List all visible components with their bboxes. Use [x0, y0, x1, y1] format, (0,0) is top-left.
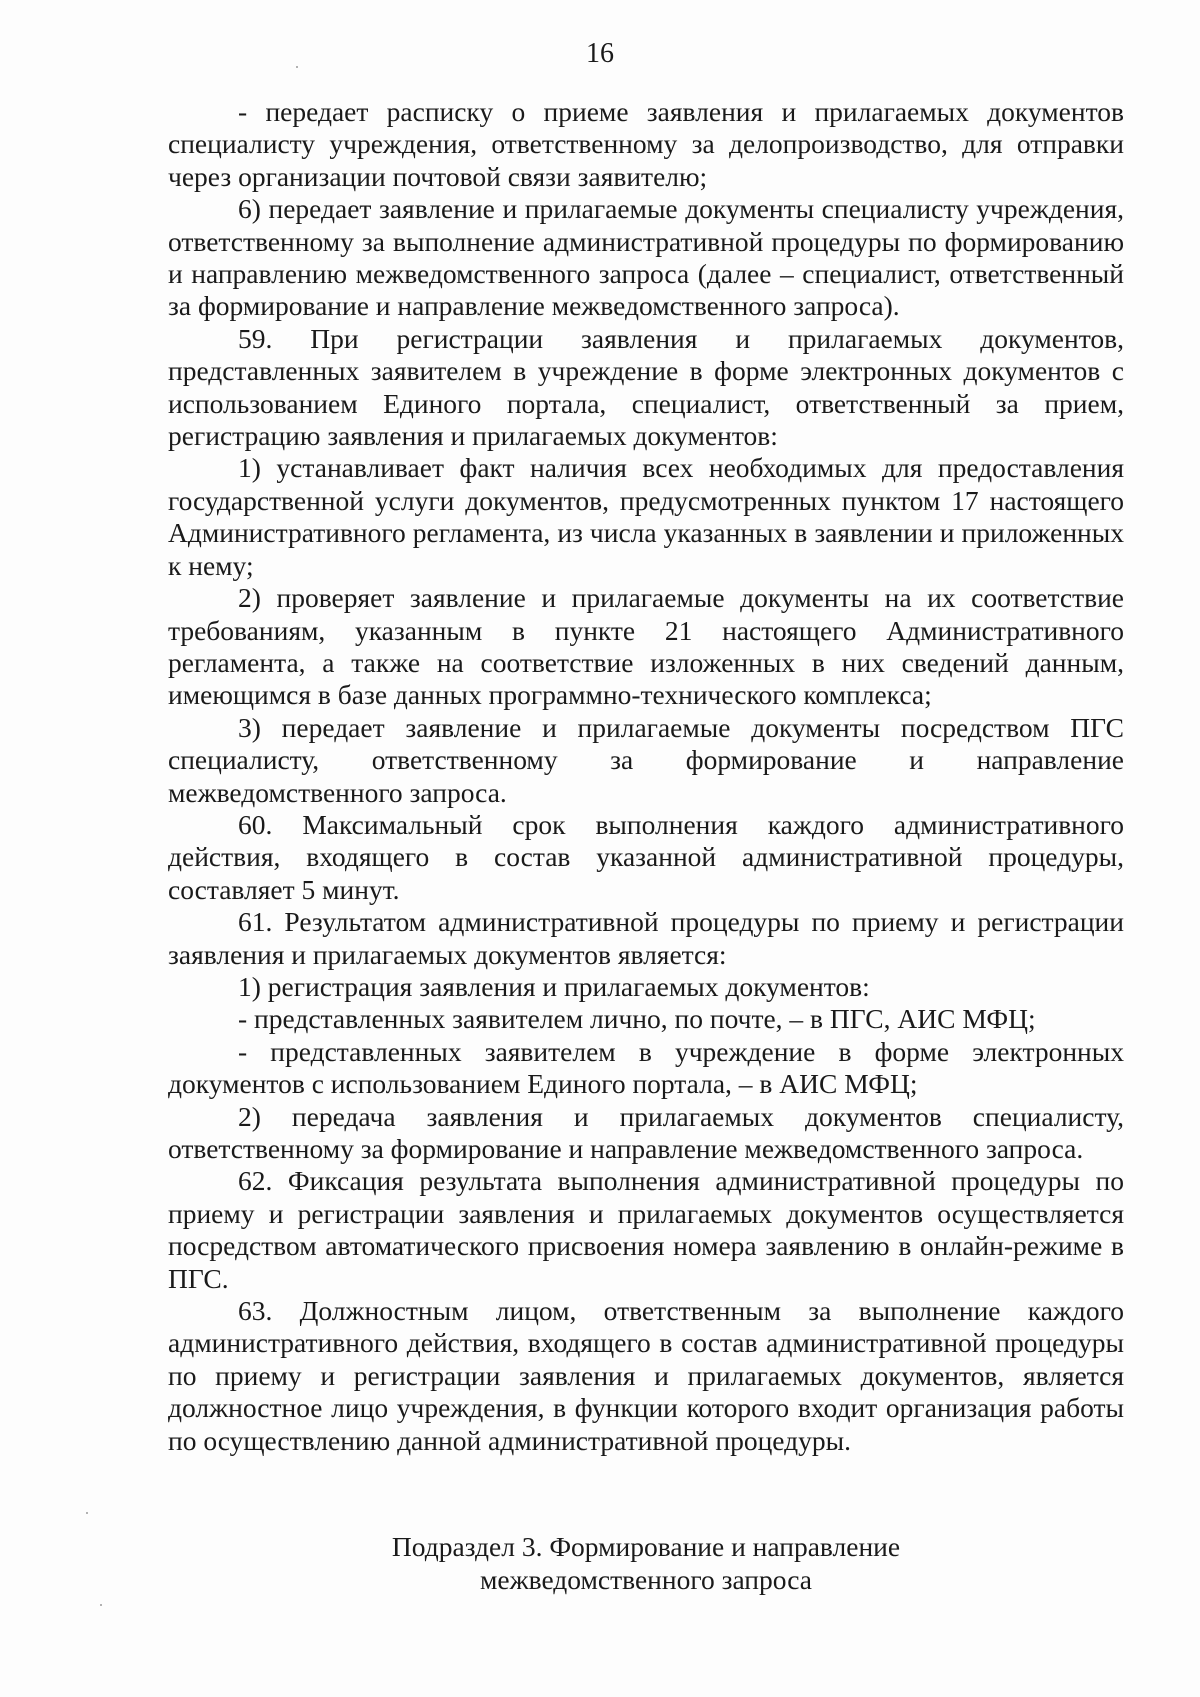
paragraph-receipt-transfer: - передает расписку о приеме заявления и прилагаемых документов специалисту учреждения, ответственному за делопроизводство, для отправки через организации почтовой связи заявителю;: [168, 96, 1124, 192]
scan-speck: [100, 1604, 102, 1606]
paragraph-61: 61. Результатом административной процедуры по приему и регистрации заявления и прилагаемых документов является:: [168, 906, 1124, 970]
paragraph-61-item-1: 1) регистрация заявления и прилагаемых документов:: [238, 970, 870, 1002]
document-body: [168, 96, 1124, 1457]
paragraph-61-bullet-in-person: - представленных заявителем лично, по почте, – в ПГС, АИС МФЦ;: [238, 1003, 1036, 1035]
paragraph-61-bullet-electronic: - представленных заявителем в учреждение в форме электронных документов с использованием Единого портала, – в АИС МФЦ;: [168, 1035, 1124, 1100]
section-heading-line-1: Подраздел 3. Формирование и направление: [391, 1531, 901, 1562]
scan-speck: [296, 66, 298, 68]
paragraph-62: 62. Фиксация результата выполнения административной процедуры по приему и регистрации заявления и прилагаемых документов осуществляется посредством автоматического присвоения номера заявлению в онлайн-режиме в ПГС.: [168, 1165, 1124, 1294]
paragraph-59-item-3: 3) передает заявление и прилагаемые документы посредством ПГС специалисту, ответственному за формирование и направление межведомственного запроса.: [168, 711, 1124, 808]
section-heading: [168, 1530, 1124, 1596]
paragraph-61-item-2: 2) передача заявления и прилагаемых документов специалисту, ответственному за формирование и направление межведомственного запроса.: [168, 1100, 1124, 1164]
paragraph-item-6: 6) передает заявление и прилагаемые документы специалисту учреждения, ответственному за выполнение административной процедуры по формированию и направлению межведомственного запроса (далее – специалист, ответственный за формирование и направление межведомственного запроса).: [168, 193, 1124, 322]
section-heading-line-2: межведомственного запроса: [480, 1564, 812, 1595]
paragraph-63: 63. Должностным лицом, ответственным за выполнение каждого административного действия, входящего в состав административной процедуры по приему и регистрации заявления и прилагаемых документов, является должностное лицо учреждения, в функции которого входит организация работы по осуществлению данной административной процедуры.: [168, 1295, 1124, 1456]
paragraph-59-item-2: 2) проверяет заявление и прилагаемые документы на их соответствие требованиям, указанным в пункте 21 настоящего Административного регламента, а также на соответствие изложенных в них сведений данным, имеющимся в базе данных программно-технического комплекса;: [168, 582, 1124, 711]
paragraph-60: 60. Максимальный срок выполнения каждого административного действия, входящего в состав указанной административной процедуры, составляет 5 минут.: [168, 808, 1124, 905]
scan-speck: [86, 1512, 88, 1514]
paragraph-59-item-1: 1) устанавливает факт наличия всех необходимых для предоставления государственной услуги документов, предусмотренных пунктом 17 настоящего Административного регламента, из числа указанных в заявлении и приложенных к нему;: [168, 452, 1124, 581]
paragraph-59: 59. При регистрации заявления и прилагаемых документов, представленных заявителем в учреждение в форме электронных документов с использованием Единого портала, специалист, ответственный за прием, регистрацию заявления и прилагаемых документов:: [168, 322, 1124, 452]
page-number: 16: [586, 38, 614, 69]
